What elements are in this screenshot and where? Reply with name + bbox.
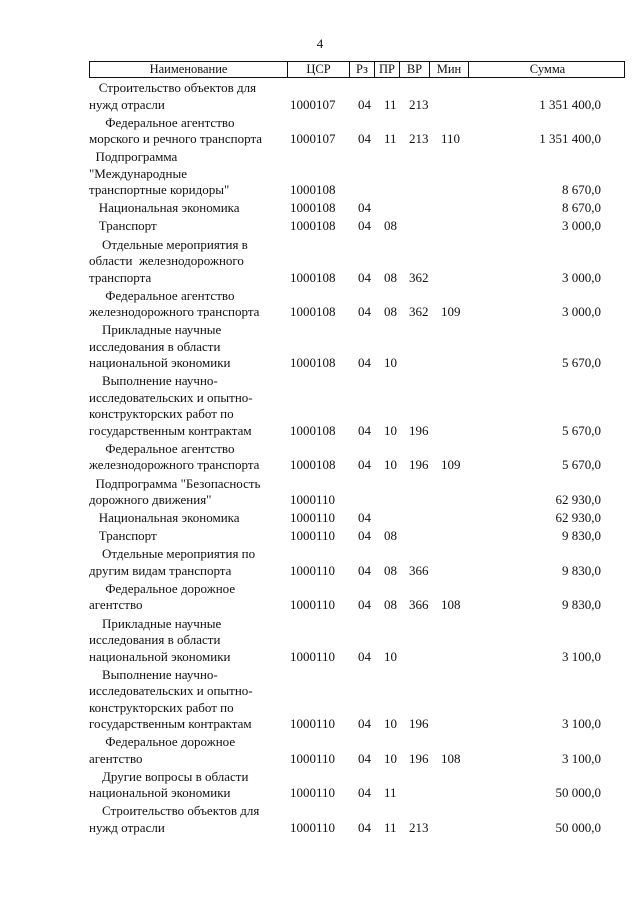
row-csr: 1000108 [290, 422, 336, 438]
row-csr: 1000108 [290, 200, 336, 216]
row-name [89, 237, 289, 287]
row-name [89, 528, 289, 545]
row-rz: 04 [358, 457, 371, 473]
row-name [89, 149, 289, 199]
row-csr: 1000110 [290, 492, 336, 507]
row-name-line: конструкторских работ по [89, 699, 234, 715]
row-min: 109 [441, 304, 461, 320]
row-csr: 1000110 [290, 750, 336, 766]
row-rz: 04 [358, 510, 371, 526]
row-name [89, 218, 289, 235]
row-rz: 04 [358, 355, 371, 371]
page-number: 4 [316, 36, 324, 51]
row-name-line: железнодорожного транспорта [89, 457, 260, 473]
row-sum: 50 000,0 [555, 819, 601, 835]
row-name-line: государственным контрактам [89, 422, 252, 438]
row-pr: 08 [384, 269, 397, 285]
row-name [89, 373, 289, 439]
row-name-line: Федеральное дорожное [89, 734, 236, 750]
row-rz: 04 [358, 218, 371, 234]
row-name [89, 769, 289, 802]
row-csr: 1000110 [290, 819, 336, 835]
row-name [89, 546, 289, 579]
row-rz: 04 [358, 269, 371, 285]
row-csr: 1000110 [290, 597, 336, 613]
row-name-line: Федеральное агентство [89, 114, 235, 130]
row-name-line: государственным контрактам [89, 716, 252, 732]
row-name [89, 80, 289, 113]
row-sum: 1 351 400,0 [539, 96, 601, 112]
row-name-line: транспорта [89, 269, 152, 285]
row-name-line: Транспорт [89, 528, 157, 544]
row-pr: 08 [384, 218, 397, 234]
row-sum: 9 830,0 [562, 562, 601, 578]
row-pr: 08 [384, 597, 397, 613]
row-sum: 3 100,0 [562, 716, 601, 732]
row-vr: 213 [409, 131, 429, 147]
row-rz: 04 [358, 648, 371, 664]
row-csr: 1000108 [290, 355, 336, 371]
row-name-line: области железнодорожного [89, 253, 244, 268]
row-sum: 5 670,0 [562, 355, 601, 371]
row-sum: 8 670,0 [562, 182, 601, 198]
row-rz: 04 [358, 96, 371, 112]
row-csr: 1000108 [290, 457, 336, 473]
row-sum: 9 830,0 [562, 597, 601, 613]
row-name-line: исследования в области [89, 338, 221, 354]
row-pr: 08 [384, 304, 397, 320]
row-sum: 1 351 400,0 [539, 131, 601, 147]
row-sum: 5 670,0 [562, 457, 601, 473]
row-pr: 10 [384, 716, 397, 732]
row-name-line: агентство [89, 597, 143, 613]
row-pr: 10 [384, 355, 397, 371]
row-csr: 1000110 [290, 785, 336, 801]
row-sum: 3 000,0 [562, 218, 601, 234]
row-pr: 10 [384, 648, 397, 664]
row-rz: 04 [358, 528, 371, 544]
row-rz: 04 [358, 819, 371, 835]
row-csr: 1000110 [290, 648, 336, 664]
row-name-line: Выполнение научно- [89, 373, 218, 389]
row-csr: 1000108 [290, 218, 336, 234]
row-name-line: Строительство объектов для [89, 80, 257, 95]
row-name [89, 476, 289, 509]
row-name-line: национальной экономики [89, 648, 231, 664]
row-name [89, 581, 289, 614]
row-min: 110 [441, 131, 461, 147]
row-name [89, 288, 289, 321]
row-name [89, 616, 289, 666]
row-pr: 10 [384, 422, 397, 438]
row-pr: 08 [384, 562, 397, 578]
row-vr: 362 [409, 269, 429, 285]
row-sum: 3 100,0 [562, 750, 601, 766]
row-rz: 04 [358, 422, 371, 438]
row-csr: 1000108 [290, 182, 336, 198]
header-sum: Сумма [468, 62, 626, 77]
row-sum: 3 000,0 [562, 269, 601, 285]
row-sum: 62 930,0 [555, 492, 601, 507]
row-vr: 362 [409, 304, 429, 320]
row-vr: 196 [409, 750, 429, 766]
row-name-line: железнодорожного транспорта [89, 304, 260, 320]
row-sum: 62 930,0 [555, 510, 601, 526]
row-name-line: исследовательских и опытно- [89, 683, 253, 699]
row-rz: 04 [358, 562, 371, 578]
row-name [89, 803, 289, 836]
row-name [89, 322, 289, 372]
row-pr: 11 [384, 96, 397, 112]
row-pr: 11 [384, 819, 397, 835]
row-name-line: исследования в области [89, 632, 221, 647]
row-vr: 196 [409, 716, 429, 732]
header-name: Наименование [149, 62, 228, 76]
row-pr: 10 [384, 750, 397, 766]
row-csr: 1000110 [290, 562, 336, 578]
row-csr: 1000108 [290, 269, 336, 285]
row-name-line: национальной экономики [89, 785, 231, 801]
row-name-line: другим видам транспорта [89, 562, 232, 578]
row-name-line: Национальная экономика [89, 510, 240, 526]
row-rz: 04 [358, 304, 371, 320]
row-pr: 11 [384, 785, 397, 801]
row-name-line: Прикладные научные [89, 322, 222, 338]
row-sum: 8 670,0 [562, 200, 601, 216]
row-name-line: Отдельные мероприятия в [89, 236, 248, 252]
row-name [89, 510, 289, 527]
row-rz: 04 [358, 750, 371, 766]
row-name [89, 667, 289, 733]
row-min: 108 [441, 750, 461, 766]
row-pr: 08 [384, 528, 397, 544]
row-csr: 1000110 [290, 528, 336, 544]
row-name-line: Другие вопросы в области [89, 768, 249, 784]
row-csr: 1000107 [290, 96, 336, 112]
row-name-line: нужд отрасли [89, 819, 165, 835]
row-csr: 1000110 [290, 716, 336, 732]
row-name-line: Федеральное агентство [89, 287, 235, 303]
row-name-line: Выполнение научно- [89, 666, 218, 682]
row-sum: 3 000,0 [562, 304, 601, 320]
row-vr: 213 [409, 819, 429, 835]
row-name-line: Федеральное агентство [89, 440, 235, 456]
row-name-line: транспортные коридоры" [89, 182, 230, 198]
row-min: 109 [441, 457, 461, 473]
row-sum: 3 100,0 [562, 648, 601, 664]
row-name-line: нужд отрасли [89, 96, 165, 112]
row-name-line: национальной экономики [89, 355, 231, 371]
row-name [89, 734, 289, 767]
header-min: Мин [429, 62, 468, 77]
header-csr: ЦСР [287, 62, 349, 77]
row-vr: 213 [409, 96, 429, 112]
row-name-line: морского и речного транспорта [89, 131, 263, 147]
row-rz: 04 [358, 597, 371, 613]
row-name-line: исследовательских и опытно- [89, 389, 253, 405]
row-sum: 50 000,0 [555, 785, 601, 801]
row-vr: 366 [409, 597, 429, 613]
row-name-line: Федеральное дорожное [89, 580, 236, 596]
row-name-line: Отдельные мероприятия по [89, 546, 256, 562]
row-rz: 04 [358, 131, 371, 147]
row-rz: 04 [358, 716, 371, 732]
row-pr: 11 [384, 131, 397, 147]
row-name [89, 441, 289, 474]
row-name-line: Подпрограмма "Безопасность [89, 475, 261, 491]
row-name [89, 115, 289, 148]
row-sum: 5 670,0 [562, 422, 601, 438]
row-vr: 366 [409, 562, 429, 578]
row-vr: 196 [409, 422, 429, 438]
row-name [89, 200, 289, 217]
header-vr: ВР [399, 62, 429, 77]
row-sum: 9 830,0 [562, 528, 601, 544]
row-name-line: конструкторских работ по [89, 406, 234, 422]
row-name-line: Национальная экономика [89, 200, 240, 216]
header-pr: ПР [374, 62, 399, 77]
row-min: 108 [441, 597, 461, 613]
row-name-line: Подпрограмма [89, 149, 178, 165]
row-name-line: Транспорт [89, 218, 157, 234]
header-rz: Рз [349, 62, 374, 77]
row-csr: 1000110 [290, 510, 336, 526]
row-name-line: агентство [89, 750, 143, 766]
row-pr: 10 [384, 457, 397, 473]
row-name-line: дорожного движения" [89, 492, 212, 507]
row-csr: 1000107 [290, 131, 336, 147]
row-name-line: Прикладные научные [89, 615, 222, 631]
row-vr: 196 [409, 457, 429, 473]
row-csr: 1000108 [290, 304, 336, 320]
row-name-line: Строительство объектов для [89, 803, 260, 819]
row-name-line: "Международные [89, 165, 187, 181]
row-rz: 04 [358, 200, 371, 216]
row-rz: 04 [358, 785, 371, 801]
